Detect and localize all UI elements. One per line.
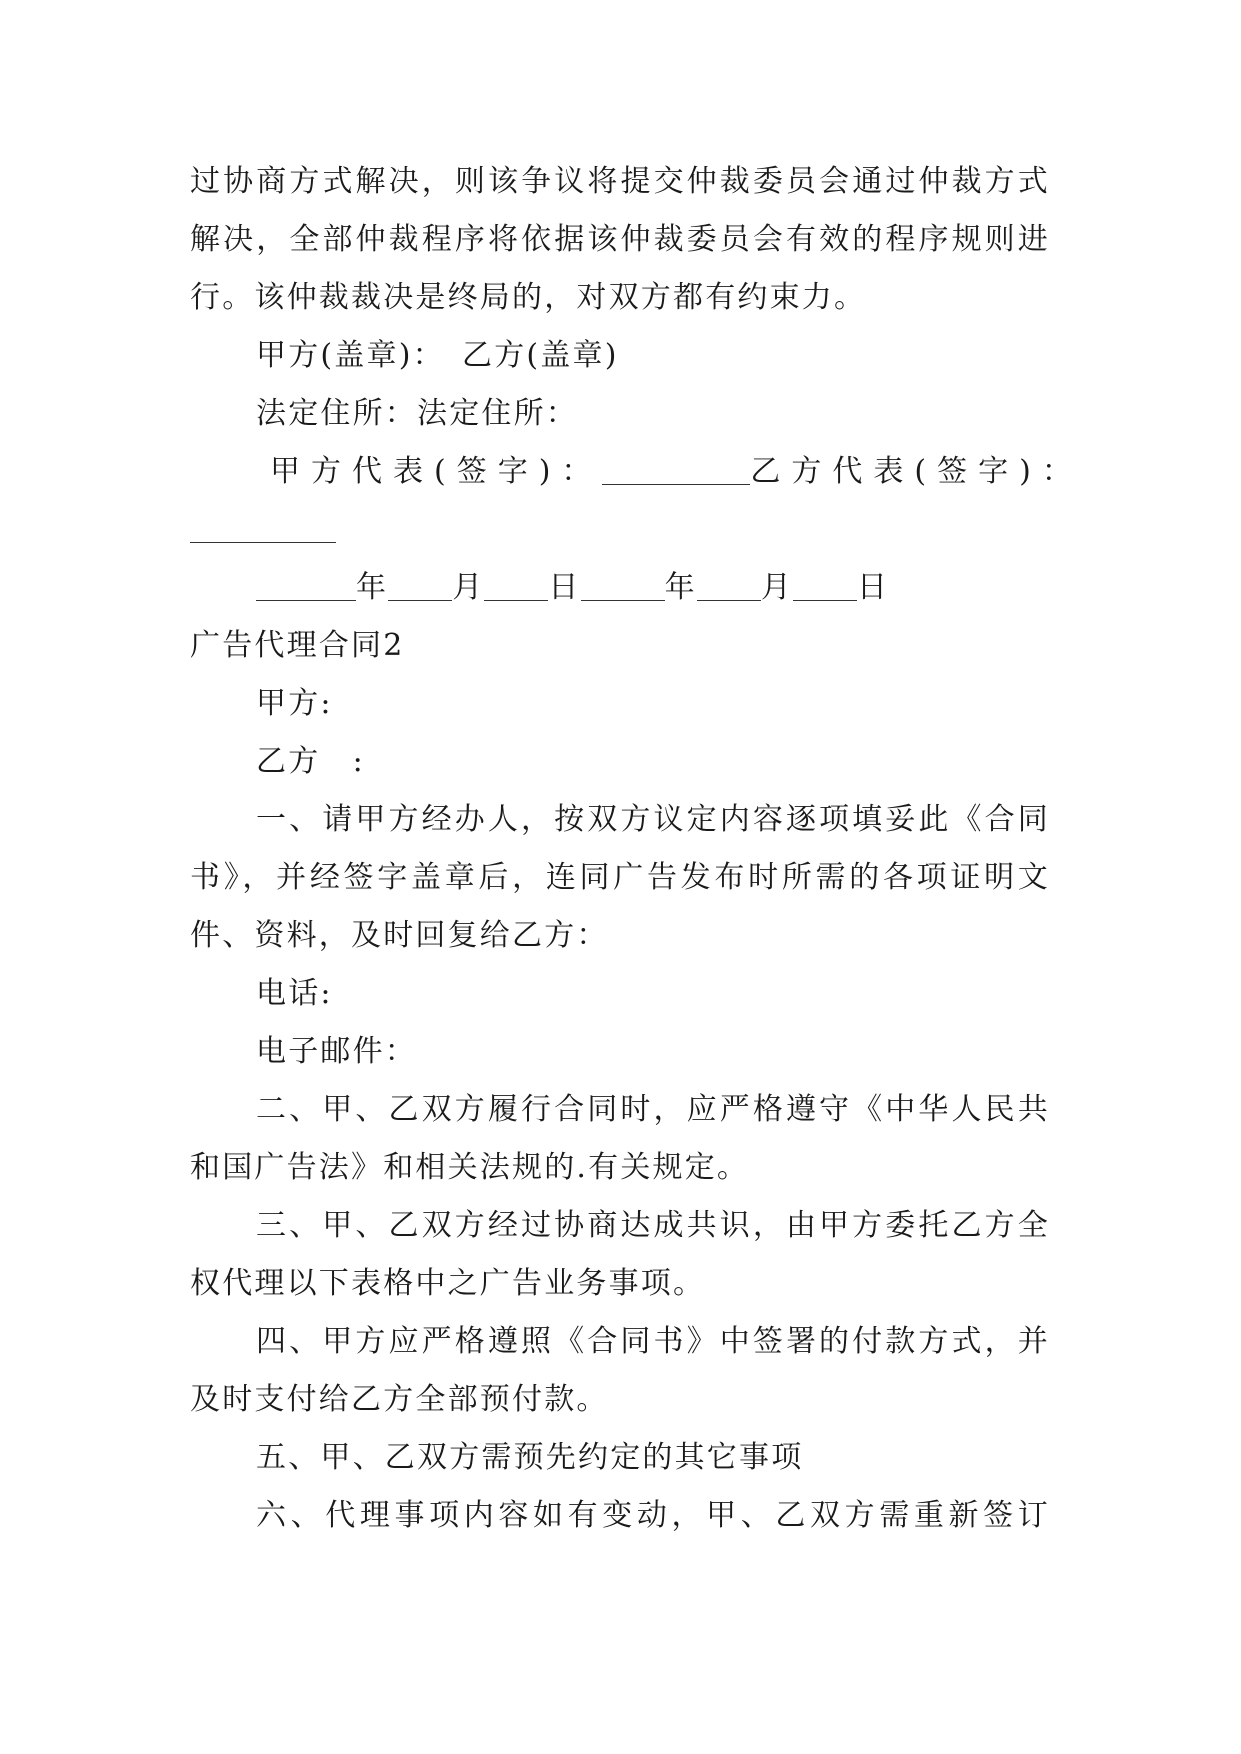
year-blank <box>256 574 356 601</box>
section-title: 广告代理合同2 <box>190 628 405 663</box>
clause-1-line: 书》，并经签字盖章后，连同广告发布时所需的各项证明文 <box>190 860 1050 895</box>
year-label: 年 <box>664 570 697 605</box>
party-a-line: 甲方: <box>256 686 333 721</box>
phone-line: 电话: <box>256 976 333 1011</box>
month-blank <box>388 574 452 601</box>
day-blank <box>793 574 857 601</box>
clause-3-line: 三、甲、乙双方经过协商达成共识，由甲方委托乙方全 <box>256 1208 1050 1243</box>
day-blank <box>484 574 548 601</box>
party-b-representative-label: 乙方代表(签字)： <box>750 454 1083 489</box>
date-line <box>256 568 1050 608</box>
clause-4-line: 及时支付给乙方全部预付款。 <box>190 1382 609 1417</box>
email-line: 电子邮件： <box>256 1034 417 1069</box>
paragraph-line: 解决，全部仲裁程序将依据该仲裁委员会有效的程序规则进 <box>190 222 1050 257</box>
clause-2-line: 和国广告法》和相关法规的.有关规定。 <box>190 1150 750 1185</box>
month-label: 月 <box>452 570 485 605</box>
signature-blank-line <box>190 510 1050 550</box>
party-b-line: 乙方 : <box>256 744 365 779</box>
paragraph-line: 过协商方式解决，则该争议将提交仲裁委员会通过仲裁方式 <box>190 164 1050 199</box>
day-label: 日 <box>857 570 890 605</box>
signature-blank <box>190 516 336 543</box>
clause-2-line: 二、甲、乙双方履行合同时，应严格遵守《中华人民共 <box>256 1092 1050 1127</box>
clause-3-line: 权代理以下表格中之广告业务事项。 <box>190 1266 706 1301</box>
paragraph-line: 行。该仲裁裁决是终局的，对双方都有约束力。 <box>190 280 867 315</box>
party-a-representative-label: 甲方代表(签字)： <box>270 454 603 489</box>
signature-blank <box>602 458 750 485</box>
representative-signature-line <box>270 452 1083 492</box>
day-label: 日 <box>548 570 581 605</box>
clause-4-line: 四、甲方应严格遵照《合同书》中签署的付款方式，并 <box>256 1324 1050 1359</box>
party-seal-line: 甲方(盖章)： 乙方(盖章) <box>256 338 619 373</box>
year-label: 年 <box>356 570 389 605</box>
clause-6-line: 六、代理事项内容如有变动，甲、乙双方需重新签订 <box>256 1498 1050 1533</box>
clause-1-line: 件、资料，及时回复给乙方： <box>190 918 609 953</box>
legal-address-line: 法定住所：法定住所： <box>256 396 578 431</box>
year-blank <box>581 574 665 601</box>
month-blank <box>697 574 761 601</box>
month-label: 月 <box>760 570 794 605</box>
clause-1-line: 一、请甲方经办人，按双方议定内容逐项填妥此《合同 <box>256 802 1050 837</box>
clause-5-line: 五、甲、乙双方需预先约定的其它事项 <box>256 1440 804 1475</box>
